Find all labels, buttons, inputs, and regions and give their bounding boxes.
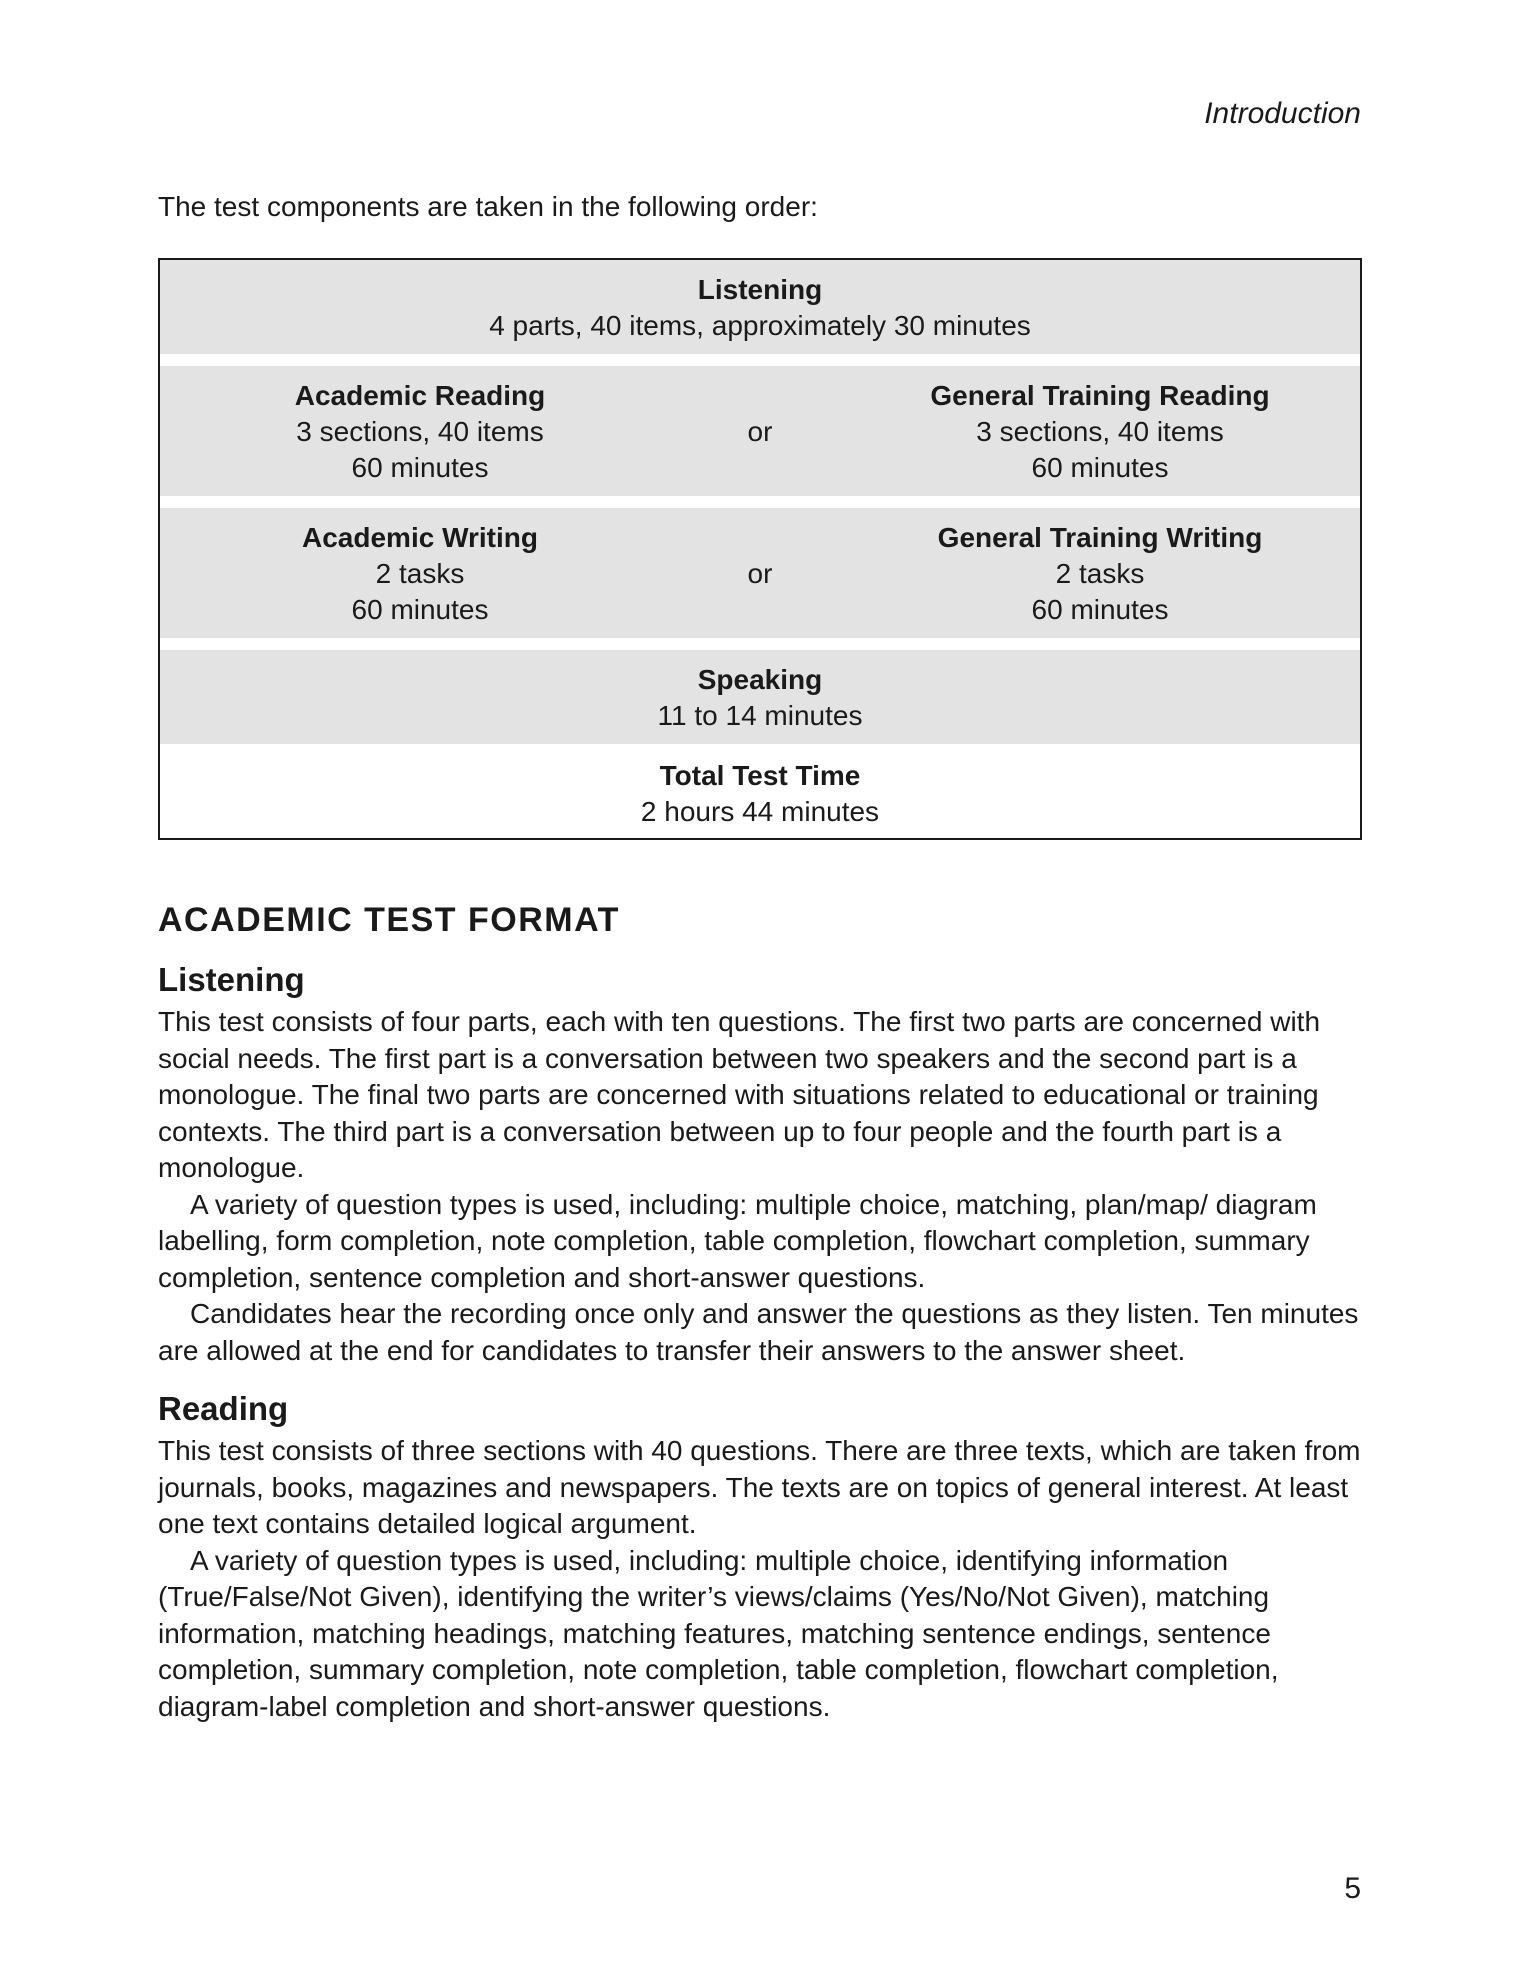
general-writing-cell (840, 520, 1360, 628)
academic-writing-cell (160, 520, 680, 628)
total-time-row (160, 756, 1360, 838)
academic-writing-time: 60 minutes (351, 594, 489, 625)
general-reading-time: 60 minutes (1031, 452, 1169, 483)
general-reading-items: 3 sections, 40 items (976, 416, 1224, 447)
academic-reading-title: Academic Reading (294, 380, 546, 411)
intro-text: The test components are taken in the following order: (158, 191, 818, 222)
listening-paragraph-1: This test consists of four parts, each with ten questions. The first two parts are concerned with social needs. The first part is a conversation between two speakers and the second part is a monologue. The final two parts are concerned with situations related to educational or training contexts. The third part is a conversation between up to four people and the fourth part is a monologue. (158, 1006, 1321, 1183)
section-title: ACADEMIC TEST FORMAT (158, 901, 620, 939)
academic-reading-time: 60 minutes (351, 452, 489, 483)
page-content (158, 188, 1362, 1725)
writing-row (160, 508, 1360, 638)
speaking-title: Speaking (697, 664, 823, 695)
reading-heading: Reading (158, 1390, 289, 1427)
general-writing-tasks: 2 tasks (1055, 558, 1145, 589)
listening-title: Listening (697, 274, 823, 305)
speaking-row (160, 650, 1360, 744)
listening-heading: Listening (158, 961, 305, 998)
general-writing-time: 60 minutes (1031, 594, 1169, 625)
total-time-title: Total Test Time (659, 760, 861, 791)
general-writing-title: General Training Writing (937, 522, 1263, 553)
speaking-time: 11 to 14 minutes (657, 700, 863, 731)
academic-writing-title: Academic Writing (302, 522, 538, 553)
listening-row (160, 260, 1360, 354)
writing-or: or (747, 558, 773, 589)
running-head: Introduction (1204, 97, 1361, 130)
reading-paragraph-2: A variety of question types is used, including: multiple choice, identifying information (True/False/Not Given), identifying the writer’s views/claims (Yes/No/Not Given), matching information, matching headings, matching features, matching sentence endings, sentence completion, summary completion, note completion, table completion, flowchart completion, diagram-label completion and short-answer questions. (158, 1544, 1279, 1722)
academic-reading-cell (160, 378, 680, 486)
reading-paragraph-1: This test consists of three sections with 40 questions. There are three texts, which are taken from journals, books, magazines and newspapers. The texts are on topics of general interest. At least one text contains detailed logical argument. (158, 1435, 1361, 1539)
listening-paragraph-3: Candidates hear the recording once only and answer the questions as they listen. Ten minutes are allowed at the end for candidates to transfer their answers to the answer sheet. (158, 1298, 1359, 1366)
reading-or: or (747, 416, 773, 447)
test-components-table (158, 258, 1362, 840)
page-number: 5 (1344, 1872, 1361, 1905)
general-reading-cell (840, 378, 1360, 486)
listening-paragraph-2: A variety of question types is used, including: multiple choice, matching, plan/map/ diagram labelling, form completion, note completion, table completion, flowchart completion, summary completion, sentence completion and short-answer questions. (158, 1188, 1317, 1293)
academic-writing-tasks: 2 tasks (375, 558, 465, 589)
total-time-value: 2 hours 44 minutes (640, 796, 880, 827)
reading-row (160, 366, 1360, 496)
listening-details: 4 parts, 40 items, approximately 30 minutes (489, 310, 1031, 341)
academic-reading-items: 3 sections, 40 items (296, 416, 544, 447)
general-reading-title: General Training Reading (930, 380, 1270, 411)
